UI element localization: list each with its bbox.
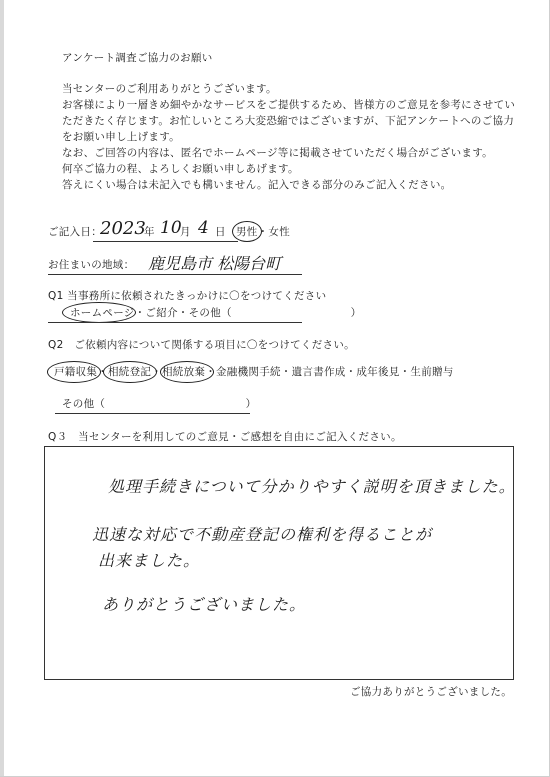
- intro-line: をお願い申し上げます。: [62, 131, 180, 143]
- intro-line: 何卒ご協力の程、よろしくお願い申しあげます。: [62, 163, 299, 175]
- q1-label: Q1 当事務所に依頼されたきっかけに〇をつけてください: [48, 290, 327, 302]
- address-value: 鹿児島市 松陽台町: [148, 254, 282, 273]
- q2-other: その他（ ）: [62, 398, 257, 410]
- intro-line: なお、ご回答の内容は、匿名でホームページ等に掲載させていただく場合がございます。: [62, 147, 493, 159]
- day-unit: 日: [215, 226, 226, 238]
- scan-edge-left: [0, 0, 4, 777]
- date-month: 10: [160, 218, 182, 238]
- q3-answer-line: ありがとうございました。: [102, 595, 307, 614]
- q2-souzoku-houki-circle: [160, 361, 214, 383]
- q3-answer-line: 処理手続きについて分かりやすく説明を頂きました。: [108, 477, 516, 496]
- intro-line: 当センターのご利用ありがとうございます。: [62, 83, 277, 95]
- q2-other-underline: [55, 413, 250, 414]
- q2-souzoku-touki-circle: [103, 361, 157, 383]
- intro-line: ただきたく存じます。お忙しいところ大変恐縮ではございますが、下記アンケートへのご協力: [62, 115, 515, 127]
- gender-options: 男性・女性: [236, 226, 290, 238]
- intro-line: 答えにくい場合は未記入でも構いません。記入できる部分のみご記入ください。: [62, 179, 452, 191]
- q1-underline: [48, 322, 302, 323]
- intro-line: お客様により一層きめ細やかなサービスをご提供するため、皆様方のご意見を参考にさせてい: [62, 99, 516, 111]
- date-label: ご記入日：: [48, 226, 102, 238]
- q2-koseki-circle: [47, 361, 101, 383]
- q3-answer-line: 出来ました。: [98, 551, 201, 570]
- q2-options: 戸籍収集・相続登記・相続放棄・金融機関手続・遺言書作成・成年後見・生前贈与: [54, 366, 454, 378]
- gender-male-circle: [232, 221, 262, 242]
- month-unit: 月: [180, 226, 191, 238]
- date-year: 2023: [100, 218, 146, 239]
- footer-thanks: ご協力ありがとうございました。: [350, 686, 512, 698]
- q1-homepage-circle: [62, 302, 136, 323]
- q3-answer-line: 迅速な対応で不動産登記の権利を得ることが: [92, 525, 433, 544]
- date-underline: [93, 241, 238, 242]
- q1-options: ホームページ・ご紹介・その他（ ）: [70, 307, 362, 319]
- address-underline: [48, 274, 302, 275]
- date-day: 4: [198, 218, 209, 238]
- q2-label: Q2 ご依頼内容について関係する項目に〇をつけてください。: [48, 339, 355, 351]
- survey-title: アンケート調査ご協力のお願い: [62, 52, 213, 64]
- q3-label: Q３ 当センターを利用してのご意見・ご感想を自由にご記入ください。: [48, 431, 402, 443]
- address-label: お住まいの地域：: [48, 259, 135, 271]
- year-unit: 年: [144, 226, 155, 238]
